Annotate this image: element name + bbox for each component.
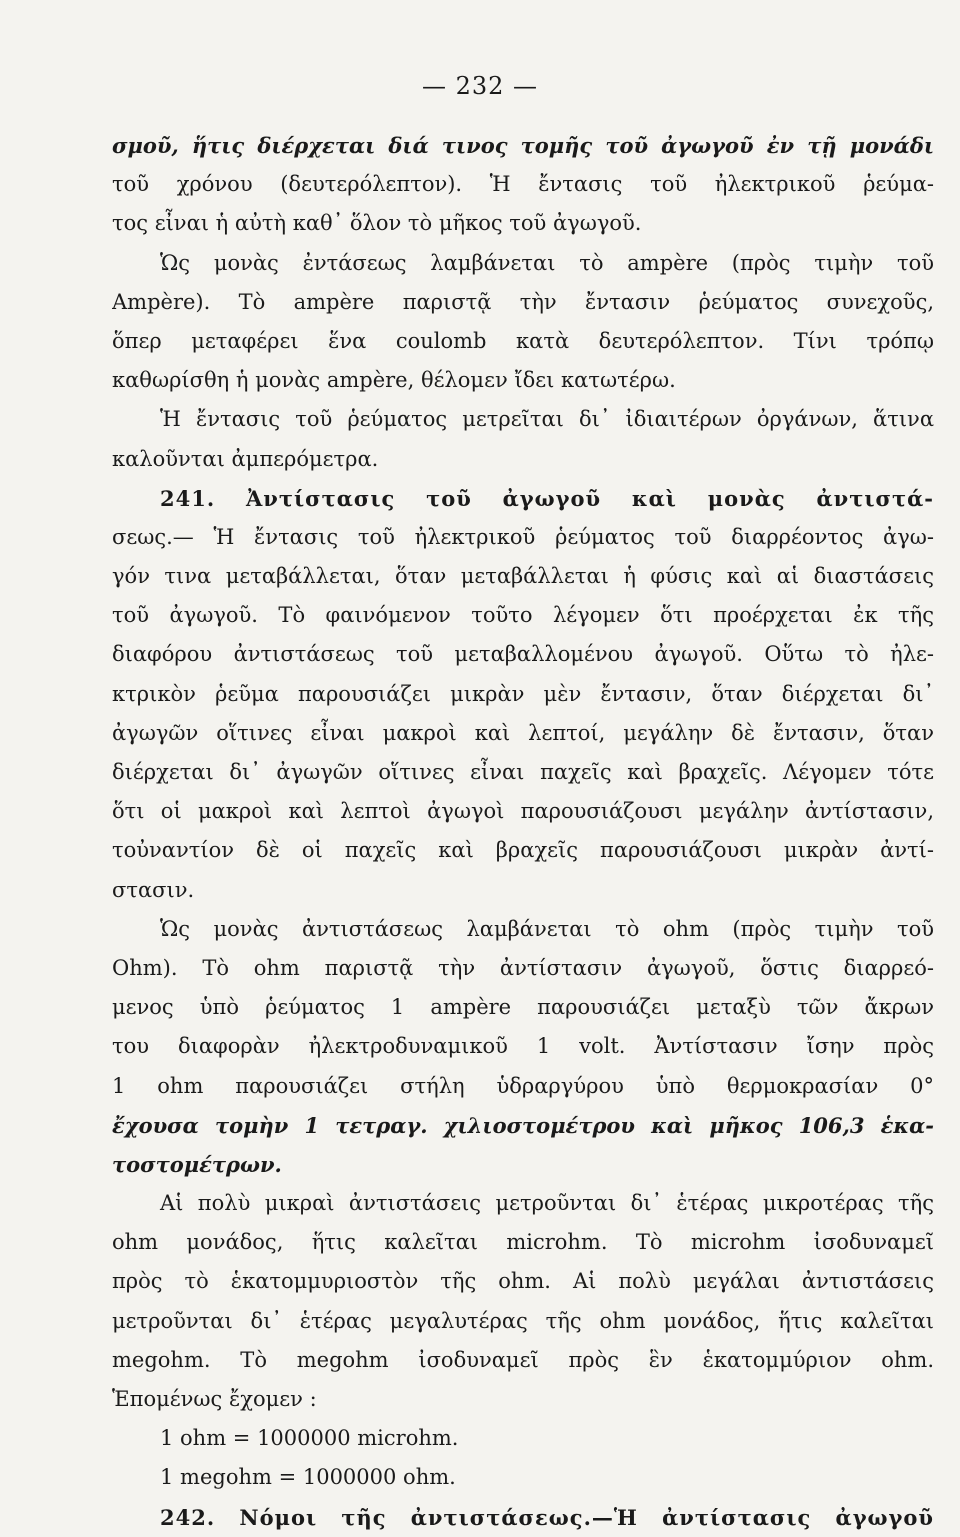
text-line: σεως.— Ἡ ἔντασις τοῦ ἠλεκτρικοῦ ῥεύματος τοῦ διαρρέοντος ἀγω- (112, 524, 934, 549)
text-line: Ἑπομένως ἔχομεν : (112, 1387, 317, 1411)
text-line: megohm. Τὸ megohm ἰσοδυναμεῖ πρὸς ἓν ἑκατομμύριον ohm. (112, 1347, 934, 1372)
text-line: καλοῦνται ἀμπερόμετρα. (112, 446, 379, 471)
text-line: ἀγωγῶν οἵτινες εἶναι μακροὶ καὶ λεπτοί, μεγάλην δὲ ἔντασιν, ὅταν (112, 720, 934, 745)
text-line: Ὡς μονὰς ἀντιστάσεως λαμβάνεται τὸ ohm (πρὸς τιμὴν τοῦ (160, 916, 934, 941)
text-line: ohm μονάδος, ἥτις καλεῖται microhm. Τὸ microhm ἰσοδυναμεῖ (112, 1230, 934, 1255)
text-line: ὅπερ μεταφέρει ἕνα coulomb κατὰ δευτερόλεπτον. Τίνι τρόπῳ (112, 328, 934, 353)
text-line: Ὡς μονὰς ἐντάσεως λαμβάνεται τὸ ampère (πρὸς τιμὴν τοῦ (160, 250, 934, 275)
text-line: σμοῦ, ἥτις διέρχεται διά τινος τομῆς τοῦ ἀγωγοῦ ἐν τῇ μονάδι (112, 133, 934, 158)
text-line: καθωρίσθη ἡ μονὰς ampère, θέλομεν ἴδει κατωτέρω. (112, 368, 676, 393)
section-heading: 241. Ἀντίστασις τοῦ ἀγωγοῦ καὶ μονὰς ἀντιστά- (160, 485, 934, 511)
text-line: Αἱ πολὺ μικραὶ ἀντιστάσεις μετροῦνται δι᾽ ἑτέρας μικροτέρας τῆς (160, 1191, 934, 1216)
text-line: μετροῦνται δι᾽ ἑτέρας μεγαλυτέρας τῆς ohm μονάδος, ἥτις καλεῖται (112, 1308, 934, 1333)
text-line: Ἡ ἔντασις τοῦ ῥεύματος μετρεῖται δι᾽ ἰδιαιτέρων ὀργάνων, ἅτινα (160, 407, 934, 432)
page-body (112, 126, 934, 1537)
text-line: πρὸς τὸ ἑκατομμυριοστὸν τῆς ohm. Αἱ πολὺ μεγάλαι ἀντιστάσεις (112, 1269, 934, 1294)
text-line: τος εἶναι ἡ αὐτὴ καθ᾽ ὅλον τὸ μῆκος τοῦ ἀγωγοῦ. (112, 211, 642, 236)
text-line: του διαφορὰν ἠλεκτρoδυναμικοῦ 1 volt. Ἀντίστασιν ἴσην πρὸς (112, 1034, 934, 1059)
text-line: τοῦ ἀγωγοῦ. Τὸ φαινόμενον τοῦτο λέγομεν ὅτι προέρχεται ἐκ τῆς (112, 603, 934, 628)
text-line: κτρικὸν ῥεῦμα παρουσιάζει μικρὰν μὲν ἔντασιν, ὅταν διέρχεται δι᾽ (112, 681, 934, 706)
text-line: διέρχεται δι᾽ ἀγωγῶν οἵτινες εἶναι παχεῖς καὶ βραχεῖς. Λέγομεν τότε (112, 760, 934, 784)
text-line: Ohm). Τὸ ohm παριστᾷ τὴν ἀντίστασιν ἀγωγοῦ, ὅστις διαρρεό- (112, 955, 934, 980)
text-line: ὅτι οἱ μακροὶ καὶ λεπτοὶ ἀγωγοὶ παρουσιάζουσι μεγάλην ἀντίστασιν, (112, 799, 934, 824)
page-number: — 232 — (421, 72, 539, 100)
text-line: τοὐναντίον δὲ οἱ παχεῖς καὶ βραχεῖς παρουσιάζουσι μικρὰν ἀντί- (112, 838, 934, 863)
text-line: διαφόρου ἀντιστάσεως τοῦ μεταβαλλομένου ἀγωγοῦ. Οὕτω τὸ ἠλε- (112, 642, 934, 667)
text-line: τοστομέτρων. (112, 1151, 282, 1177)
text-line: μενος ὑπὸ ῥεύματος 1 ampère παρουσιάζει μεταξὺ τῶν ἄκρων (112, 995, 934, 1020)
text-line: στασιν. (112, 877, 195, 902)
text-line: ἔχουσα τομὴν 1 τετραγ. χιλιοστομέτρου καὶ μῆκος 106,3 ἑκα- (112, 1112, 934, 1138)
text-line: Ampère). Τὸ ampère παριστᾷ τὴν ἔντασιν ῥεύματος συνεχοῦς, (112, 289, 934, 314)
text-line: τοῦ χρόνου (δευτερόλεπτον). Ἡ ἔντασις τοῦ ἠλεκτρικοῦ ῥεύμα- (112, 172, 934, 197)
section-heading: 242. Νόμοι τῆς ἀντιστάσεως.—Ἡ ἀντίστασις ἀγωγοῦ (160, 1504, 934, 1530)
text-line: γόν τινα μεταβάλλεται, ὅταν μεταβάλλεται ἡ φύσις καὶ αἱ διαστάσεις (112, 564, 934, 589)
equation-line: 1 megohm = 1000000 ohm. (160, 1465, 456, 1490)
text-line: 1 ohm παρουσιάζει στήλη ὑδραργύρου ὑπὸ θερμοκρασίαν 0° (112, 1073, 934, 1098)
equation-line: 1 ohm = 1000000 microhm. (160, 1426, 459, 1451)
